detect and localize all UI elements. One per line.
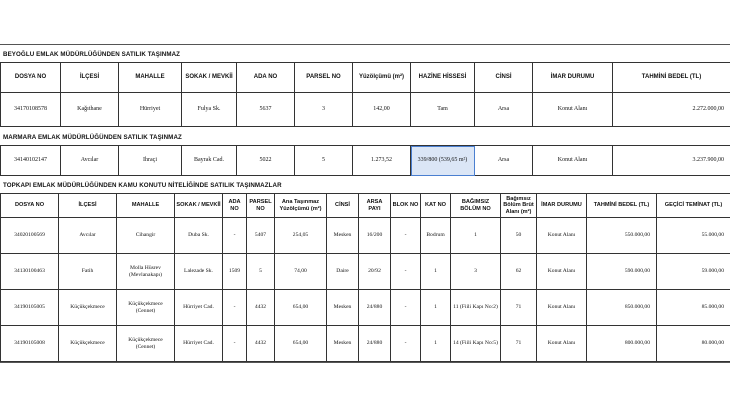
column-header: Ana Taşınmaz Yüzölçümü (m²) [275,194,327,218]
table-header-row [1,194,730,218]
table-cell: Daire [327,254,359,290]
column-header: DOSYA NO [1,194,59,218]
divider [0,362,730,363]
table-cell: Avcılar [61,146,119,176]
table-cell: 4432 [247,290,275,326]
table-cell: Fatih [59,254,117,290]
table-cell: 5637 [237,93,295,127]
table-cell: Duba Sk. [175,218,223,254]
section3-table [0,193,730,362]
table-cell: Konut Alanı [533,93,613,127]
table-cell: Hürriyet Cad. [175,326,223,362]
table-row [1,290,730,326]
table-cell: Tam [411,93,475,127]
table-row [1,254,730,290]
column-header: TAHMİNİ BEDEL (TL) [613,63,730,93]
table-cell: Konut Alanı [537,326,587,362]
table-cell: Konut Alanı [533,146,613,176]
table-cell: 1 [451,218,501,254]
column-header: Yüzölçümü (m²) [353,63,411,93]
table-cell: Mesken [327,326,359,362]
table-cell: 1 [421,290,451,326]
table-cell: 34190105008 [1,326,59,362]
section2-title: MARMARA EMLAK MÜDÜRLÜĞÜNDEN SATILIK TAŞINMAZ [3,134,182,141]
table-cell: Arsa [475,93,533,127]
column-header: MAHALLE [119,63,182,93]
table-cell: - [391,254,421,290]
column-header: PARSEL NO [295,63,353,93]
table-cell: Arsa [475,146,533,176]
section3-title: TOPKAPI EMLAK MÜDÜRLÜĞÜNDEN KAMU KONUTU NİTELİĞİNDE SATILIK TAŞINMAZLAR [3,182,282,189]
table-cell: 5022 [237,146,295,176]
divider [0,44,730,45]
table-cell: 550.000,00 [587,218,657,254]
column-header: DOSYA NO [1,63,61,93]
table-cell: 24/880 [359,290,391,326]
table-cell: Küçükçekmece (Cennet) [117,290,175,326]
table-cell: 2.272.000,00 [613,93,730,127]
table-cell: Küçükçekmece [59,290,117,326]
table-cell: 20/92 [359,254,391,290]
table-cell: - [223,218,247,254]
table-cell: Mesken [327,290,359,326]
table-cell: 24/880 [359,326,391,362]
column-header: HAZİNE HİSSESİ [411,63,475,93]
table-cell: 142,00 [353,93,411,127]
table-cell: Konut Alanı [537,290,587,326]
table-cell: 5407 [247,218,275,254]
table-cell: 1509 [223,254,247,290]
table-cell: Molla Hüsrev (Mevlanakapı) [117,254,175,290]
column-header: ADA NO [237,63,295,93]
table-row [1,326,730,362]
table-cell: Cihangir [117,218,175,254]
table-cell: 34140102147 [1,146,61,176]
table-cell: 71 [501,290,537,326]
column-header: TAHMİNİ BEDEL (TL) [587,194,657,218]
table-row [1,93,730,127]
table-cell: Hürriyet Cad. [175,290,223,326]
table-cell: 3.237.900,00 [613,146,730,176]
table-cell: 34170108578 [1,93,61,127]
table-cell: 16/200 [359,218,391,254]
column-header: İMAR DURUMU [537,194,587,218]
table-cell: Bayrak Cad. [182,146,237,176]
table-cell: 34130100463 [1,254,59,290]
table-cell: 50 [501,218,537,254]
table-cell: 654,00 [275,290,327,326]
column-header: MAHALLE [117,194,175,218]
table-cell: - [391,290,421,326]
section2-table [0,145,730,176]
column-header: ARSA PAYI [359,194,391,218]
column-header: İMAR DURUMU [533,63,613,93]
table-cell: 1 [421,254,451,290]
section1-title: BEYOĞLU EMLAK MÜDÜRLÜĞÜNDEN SATILIK TAŞINMAZ [3,51,181,58]
table-cell: 254,05 [275,218,327,254]
table-cell: 62 [501,254,537,290]
table-cell: 3 [451,254,501,290]
column-header: BLOK NO [391,194,421,218]
table-cell: 1.273,52 [353,146,411,176]
table-cell: Hürriyet [119,93,182,127]
table-cell: 85.000,00 [657,290,730,326]
column-header: GEÇİCİ TEMİNAT (TL) [657,194,730,218]
table-cell: Kağıthane [61,93,119,127]
column-header: CİNSİ [475,63,533,93]
table-cell: 34020100569 [1,218,59,254]
column-header: PARSEL NO [247,194,275,218]
column-header: SOKAK / MEVKİİ [175,194,223,218]
table-cell: Mesken [327,218,359,254]
table-cell: - [223,290,247,326]
table-cell: 71 [501,326,537,362]
table-cell: 11 (Fiili Kapı No:2) [451,290,501,326]
column-header: KAT NO [421,194,451,218]
table-cell: 80.000,00 [657,326,730,362]
table-cell: 14 (Fiili Kapı No:5) [451,326,501,362]
table-cell: Lalezade Sk. [175,254,223,290]
column-header: İLÇESİ [61,63,119,93]
column-header: SOKAK / MEVKİİ [182,63,237,93]
column-header: Bağımsız Bölüm Brüt Alanı (m²) [501,194,537,218]
table-cell: Ihraçi [119,146,182,176]
table-cell: Bodrum [421,218,451,254]
section1-table [0,62,730,127]
table-cell: 74,00 [275,254,327,290]
table-cell: 3 [295,93,353,127]
table-cell: 590.000,00 [587,254,657,290]
table-header-row [1,63,730,93]
table-cell: Küçükçekmece (Cennet) [117,326,175,362]
column-header: BAĞIMSIZ BÖLÜM NO [451,194,501,218]
table-cell: 34190105005 [1,290,59,326]
table-cell: 4432 [247,326,275,362]
table-row [1,218,730,254]
column-header: CİNSİ [327,194,359,218]
column-header: ADA NO [223,194,247,218]
table-cell: Avcılar [59,218,117,254]
table-cell: 55.000,00 [657,218,730,254]
table-cell: Konut Alanı [537,218,587,254]
table-cell: 850.000,00 [587,290,657,326]
table-cell: - [223,326,247,362]
table-row [1,146,730,176]
table-cell: 5 [247,254,275,290]
table-cell: - [391,326,421,362]
column-header: İLÇESİ [59,194,117,218]
highlighted-cell[interactable]: 339/800 (539,65 m²) [411,146,475,176]
table-cell: 654,00 [275,326,327,362]
table-cell: Küçükçekmece [59,326,117,362]
table-cell: Konut Alanı [537,254,587,290]
table-cell: 1 [421,326,451,362]
table-cell: 800.000,00 [587,326,657,362]
table-cell: 59.000,00 [657,254,730,290]
table-cell: 5 [295,146,353,176]
table-cell: Fulya Sk. [182,93,237,127]
table-cell: - [391,218,421,254]
